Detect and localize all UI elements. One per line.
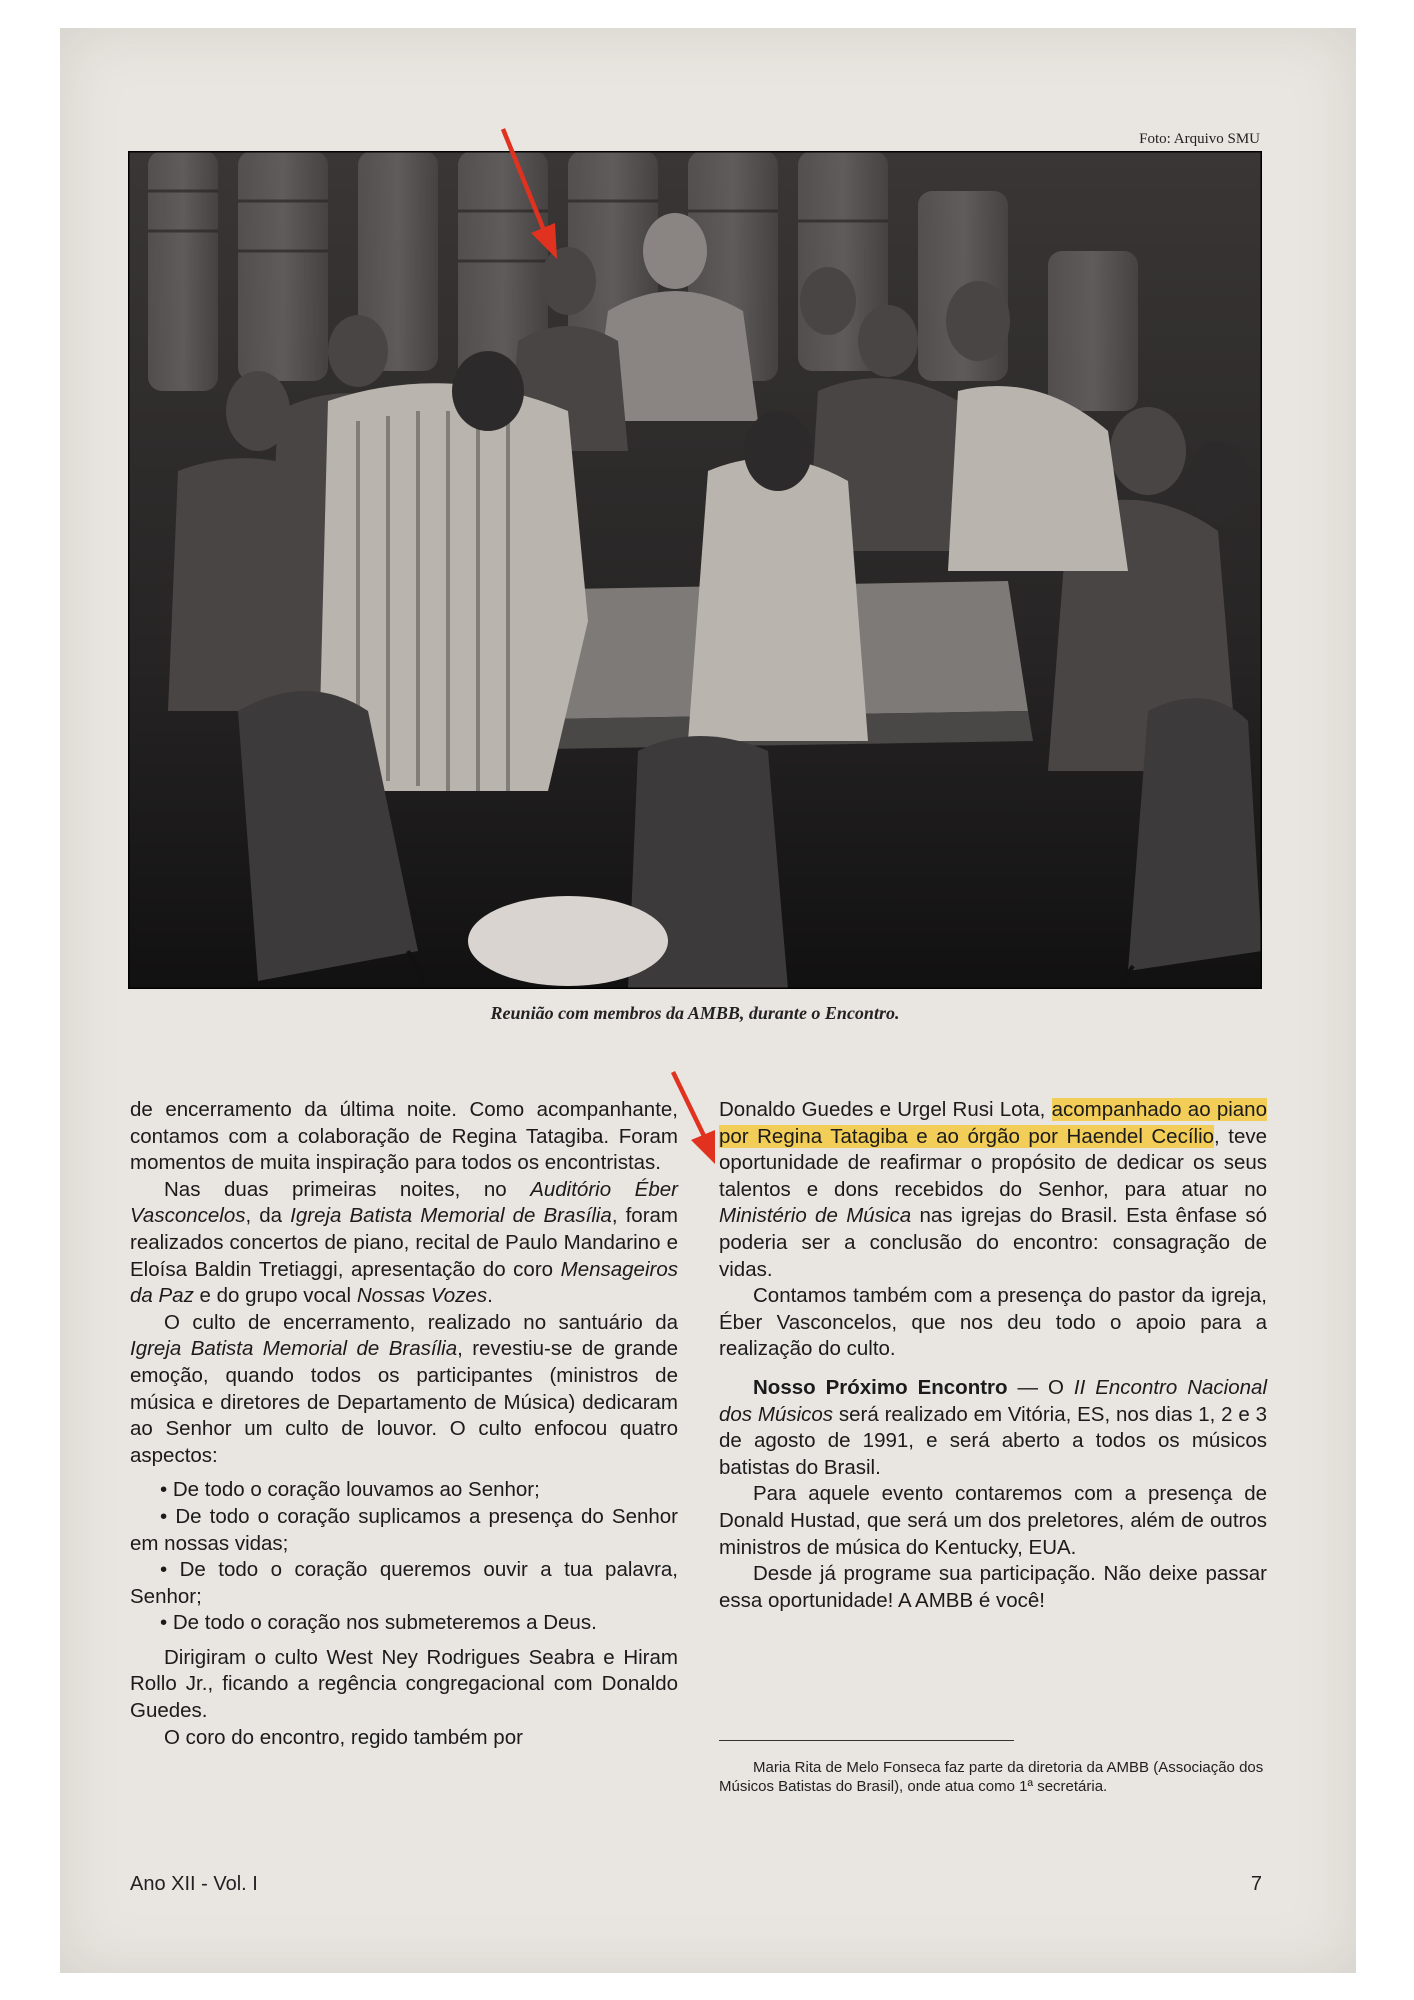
page-number: 7	[1250, 1873, 1262, 1895]
paragraph: Para aquele evento contaremos com a presença de Donald Hustad, que será um dos preletores, além de outros ministros de música do Kentucky, EUA.	[719, 1482, 1267, 1559]
list-item: • De todo o coração queremos ouvir a tua palavra, Senhor;	[130, 1557, 678, 1610]
photo-credit: Foto: Arquivo SMU	[1139, 131, 1260, 147]
paragraph: O coro do encontro, regido também por	[164, 1725, 523, 1749]
list-item: • De todo o coração suplicamos a presença do Senhor em nossas vidas;	[130, 1504, 678, 1557]
section-heading: Nosso Próximo Encontro	[753, 1375, 1008, 1399]
photo-caption: Reunião com membros da AMBB, durante o Encontro.	[490, 1003, 900, 1023]
meeting-photo	[128, 151, 1262, 989]
issue-label: Ano XII - Vol. I	[130, 1873, 258, 1895]
paragraph: Desde já programe sua participação. Não deixe passar essa oportunidade! A AMBB é você!	[719, 1562, 1267, 1612]
paragraph: Donaldo Guedes e Urgel Rusi Lota, acompanhado ao piano por Regina Tatagiba e ao órgão por Haendel Cecílio, teve oportunidade de reafirmar o propósito de dedicar os seus talentos e dons recebidos do Senhor, para atuar no Ministério de Música nas igrejas do Brasil. Esta ênfase só poderia ser a conclusão do encontro: consagração de vidas.	[719, 1098, 1268, 1281]
list-item: • De todo o coração nos submeteremos a Deus.	[130, 1610, 678, 1637]
red-arrow-text-icon	[665, 1068, 735, 1168]
highlighted-text: acompanhado ao piano por Regina Tatagiba e ao órgão por Haendel Cecílio	[719, 1098, 1267, 1148]
paragraph: Dirigiram o culto West Ney Rodrigues Seabra e Hiram Rollo Jr., ficando a regência congregacional com Donaldo Guedes.	[130, 1645, 678, 1723]
footnote-divider	[719, 1740, 1014, 1741]
right-column	[719, 1097, 1267, 1614]
paragraph: Nas duas primeiras noites, no Auditório Éber Vasconcelos, da Igreja Batista Memorial de Brasília, foram realizados concertos de piano, recital de Paulo Mandarino e Eloísa Baldin Tretiaggi, apresentação do coro Mensageiros da Paz e do grupo vocal Nossas Vozes.	[130, 1177, 679, 1308]
aspects-list	[130, 1477, 678, 1637]
list-item: • De todo o coração louvamos ao Senhor;	[130, 1477, 678, 1504]
paragraph: O culto de encerramento, realizado no santuário da Igreja Batista Memorial de Brasília, revestiu-se de grande emoção, quando todos os participantes (ministros de música e diretores de Departamento de Música) dedicaram ao Senhor um culto de louvor. O culto enfocou quatro aspectos:	[130, 1310, 678, 1467]
paragraph: Nosso Próximo Encontro — O II Encontro Nacional dos Músicos será realizado em Vitória, ES, nos dias 1, 2 e 3 de agosto de 1991, e será aberto a todos os músicos batistas do Brasil.	[719, 1375, 1267, 1479]
author-footnote: Maria Rita de Melo Fonseca faz parte da diretoria da AMBB (Associação dos Músicos Batistas do Brasil), onde atua como 1ª secretária.	[719, 1759, 1264, 1795]
left-column	[130, 1097, 678, 1751]
paragraph: Contamos também com a presença do pastor da igreja, Éber Vasconcelos, que nos deu todo o apoio para a realização do culto.	[719, 1284, 1267, 1361]
red-arrow-photo-icon	[495, 125, 565, 265]
paragraph: de encerramento da última noite. Como acompanhante, contamos com a colaboração de Regina Tatagiba. Foram momentos de muita inspiração para todos os encontristas.	[130, 1098, 678, 1175]
